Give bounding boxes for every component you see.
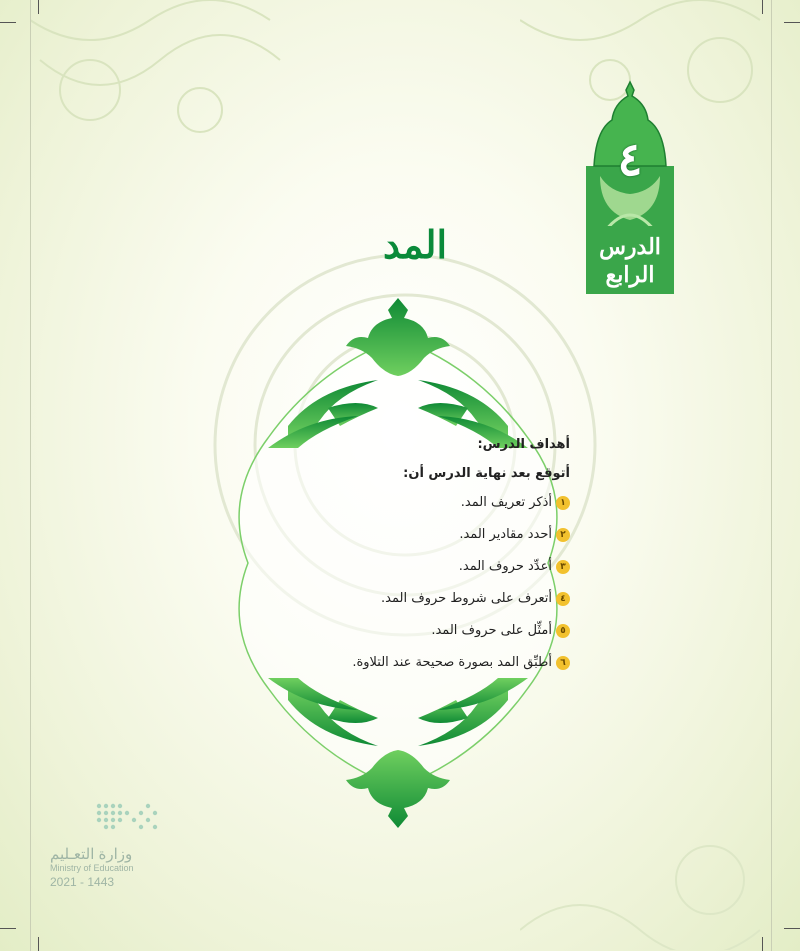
objective-item: [290, 493, 570, 525]
lesson-number: ٤: [617, 132, 643, 186]
lesson-label-box: [586, 226, 674, 294]
number-badge: ٦: [556, 656, 570, 670]
number-badge: ٥: [556, 624, 570, 638]
objectives-section: [290, 437, 570, 685]
crop-mark: [762, 937, 763, 951]
lesson-ordinal: الرابع: [605, 262, 655, 288]
crop-mark: [762, 0, 763, 14]
objective-item: [290, 525, 570, 557]
number-badge: ٣: [556, 560, 570, 574]
crop-mark: [0, 22, 16, 23]
objective-text: أمثِّل على حروف المد.: [431, 623, 552, 638]
ministry-dots-icon: [94, 800, 164, 834]
objective-text: أعدِّد حروف المد.: [458, 559, 552, 574]
crop-mark: [38, 937, 39, 951]
number-badge: ٢: [556, 528, 570, 542]
crop-mark: [784, 22, 800, 23]
objective-text: أذكر تعريف المد.: [460, 495, 552, 510]
crop-mark: [0, 928, 16, 929]
objective-item: [290, 589, 570, 621]
objective-item: [290, 653, 570, 685]
number-badge: ٤: [556, 592, 570, 606]
lesson-word: الدرس: [599, 234, 661, 260]
crop-mark: [784, 928, 800, 929]
objectives-intro: أتوقع بعد نهاية الدرس أن:: [403, 466, 570, 481]
ministry-logo: [50, 800, 160, 889]
objective-item: [290, 621, 570, 653]
objective-text: أحدد مقادير المد.: [459, 527, 552, 542]
objective-text: أتعرف على شروط حروف المد.: [381, 591, 552, 606]
page-title: المد: [382, 222, 448, 267]
edition-year: 2021 - 1443: [50, 875, 115, 889]
ministry-name-en: Ministry of Education: [50, 863, 134, 873]
objectives-heading: أهداف الدرس:: [477, 437, 570, 452]
ministry-name-ar: وزارة التعـليم: [50, 846, 133, 863]
objective-item: [290, 557, 570, 589]
crop-mark: [38, 0, 39, 14]
number-badge: ١: [556, 496, 570, 510]
lesson-tab: [586, 80, 674, 294]
objective-text: أطبِّق المد بصورة صحيحة عند التلاوة.: [352, 655, 552, 670]
